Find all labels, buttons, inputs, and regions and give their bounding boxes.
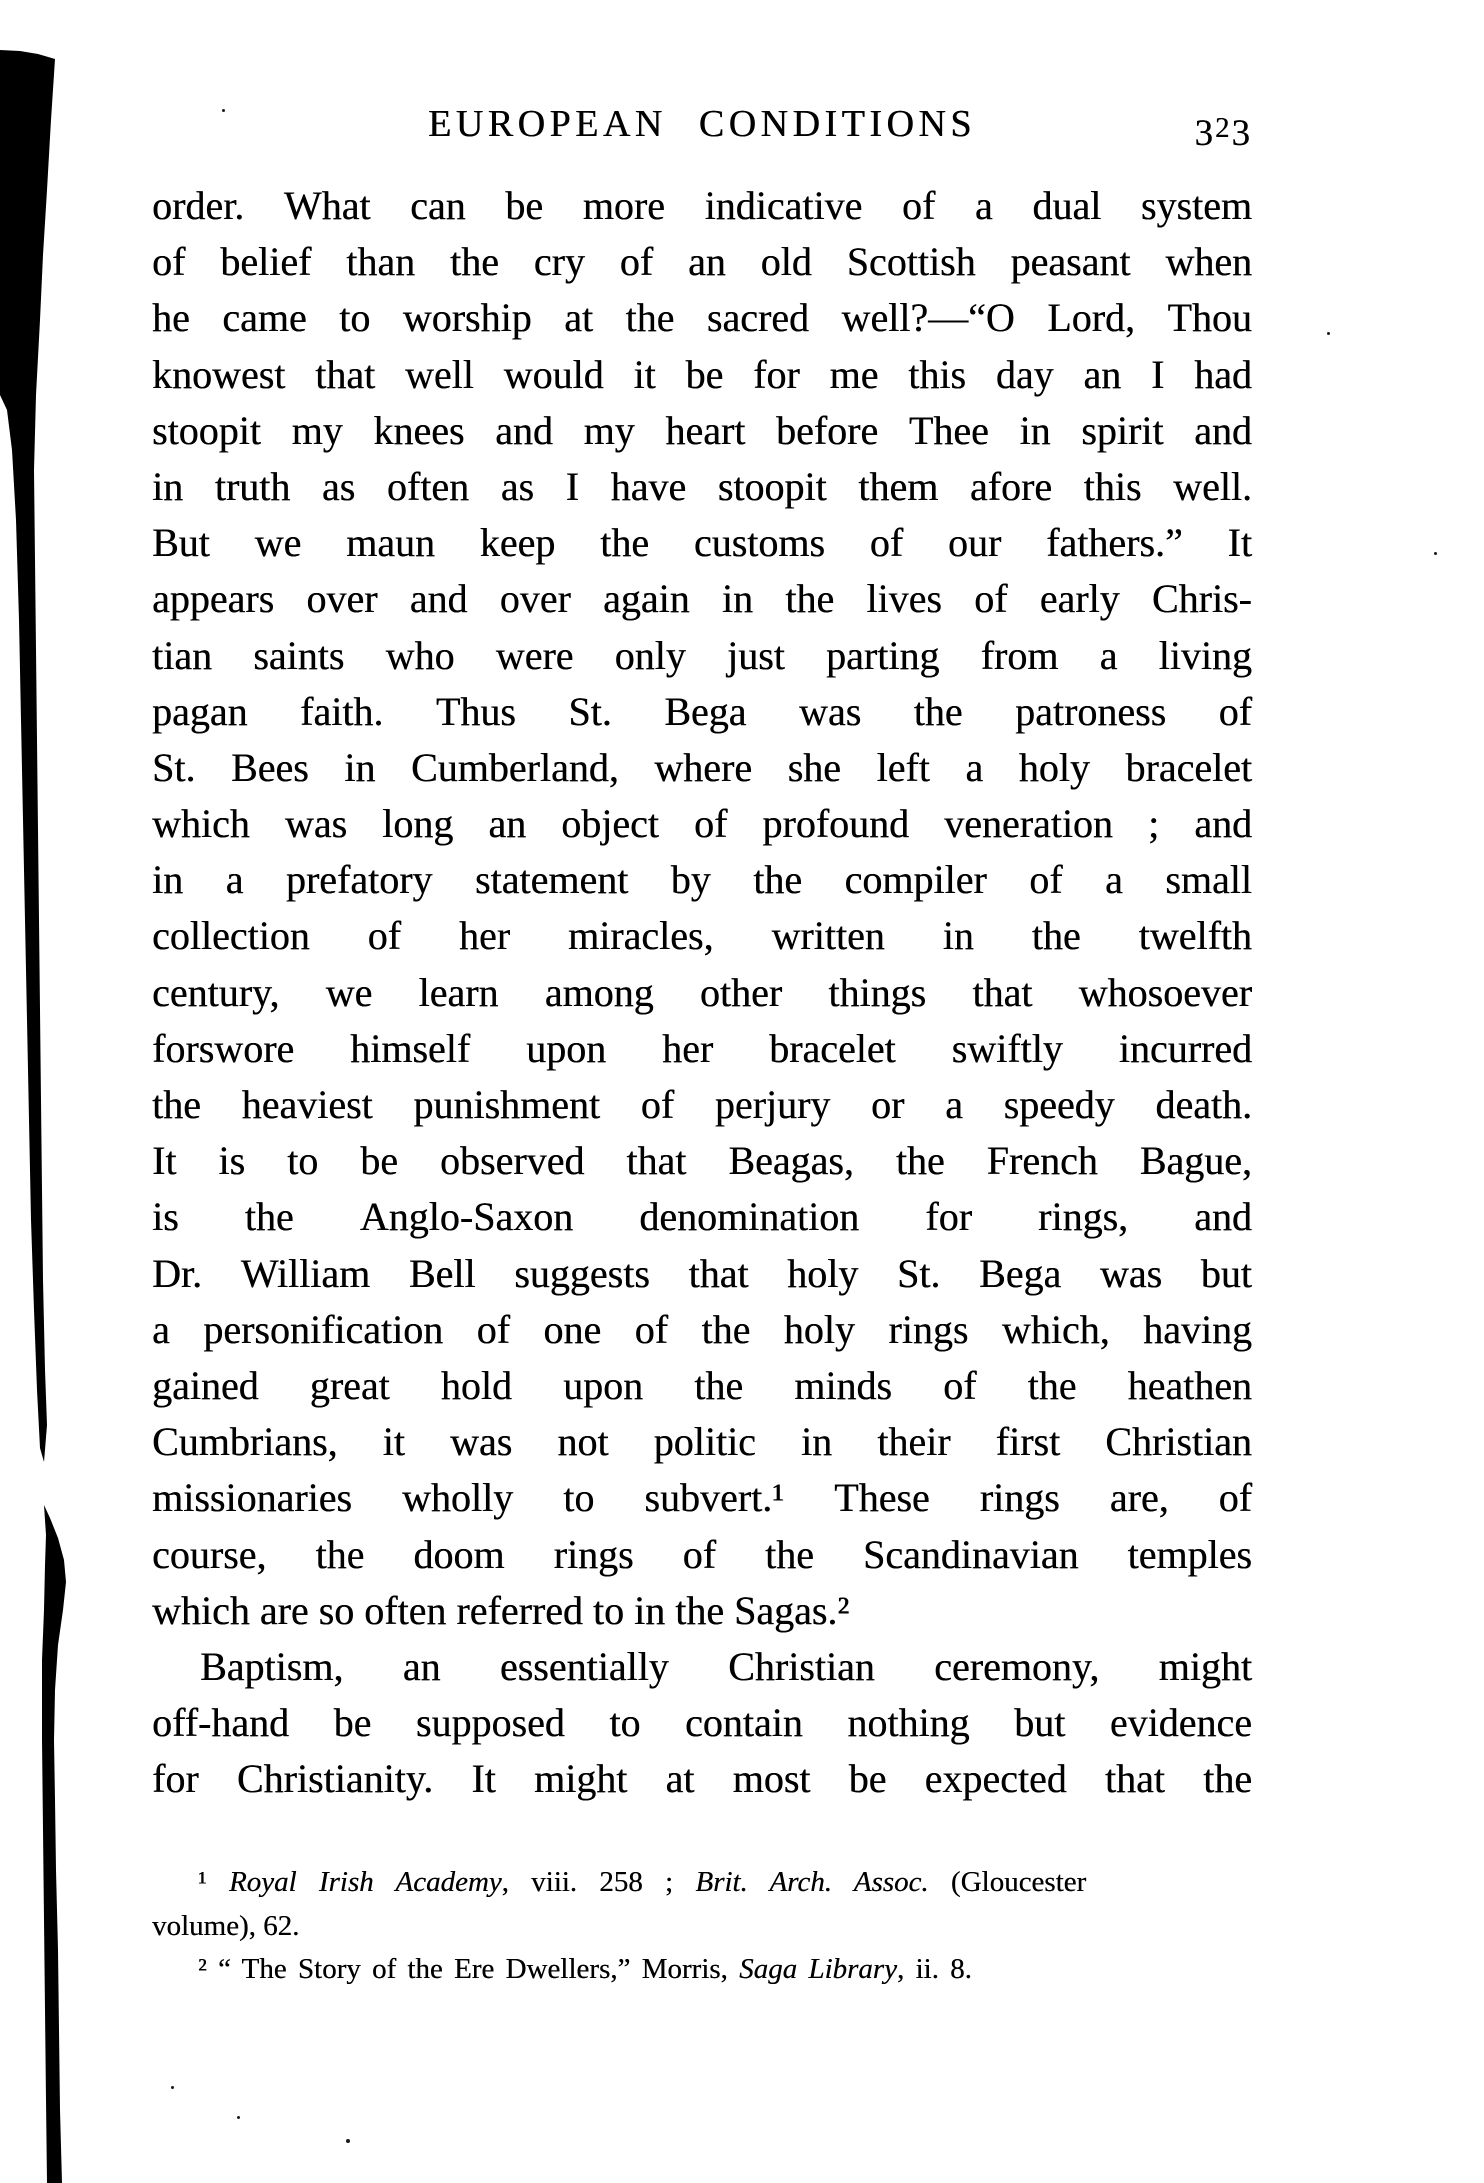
text-line: collection of her miracles, written in the twelfth [152, 913, 1252, 959]
text-line: course, the doom rings of the Scandinavian temples [152, 1531, 1252, 1577]
text-line: It is to be observed that Beagas, the French Bague, [152, 1138, 1252, 1184]
footnote-line: volume), 62. [152, 1909, 300, 1942]
text-line: century, we learn among other things that whosoever [152, 969, 1252, 1015]
ink-speck [222, 109, 225, 112]
scan-gutter-artifact [0, 0, 90, 2183]
ink-speck [346, 2139, 350, 2143]
text-line: missionaries wholly to subvert.¹ These rings are, of [152, 1475, 1252, 1521]
text-line: order. What can be more indicative of a dual system [152, 183, 1252, 228]
text-line: But we maun keep the customs of our fathers.” It [152, 520, 1252, 566]
ink-speck [1434, 552, 1437, 555]
text-line: Cumbrians, it was not politic in their first Christian [152, 1419, 1252, 1465]
text-line: appears over and over again in the lives of early Chris- [152, 576, 1252, 622]
page-number [1195, 112, 1253, 155]
page-header [152, 102, 1252, 148]
text-line: Baptism, an essentially Christian ceremony, might [200, 1643, 1252, 1689]
footnotes [152, 1861, 1256, 1992]
ink-speck [171, 2086, 174, 2089]
text-line: Dr. William Bell suggests that holy St. Bega was but [152, 1250, 1252, 1296]
text-line: off-hand be supposed to contain nothing but evidence [152, 1700, 1252, 1746]
footnote-line: ¹ Royal Irish Academy, viii. 258 ; Brit. Arch. Assoc. (Gloucester [198, 1866, 1087, 1898]
text-line: stoopit my knees and my heart before Thee in spirit and [152, 407, 1252, 453]
text-line: tian saints who were only just parting from a living [152, 632, 1252, 678]
text-line: is the Anglo-Saxon denomination for rings, and [152, 1194, 1252, 1240]
footnote-line: ² “ The Story of the Ere Dwellers,” Morris, Saga Library, ii. 8. [198, 1953, 972, 1985]
text-line: which are so often referred to in the Sagas.² [152, 1587, 850, 1633]
text-line: the heaviest punishment of perjury or a speedy death. [152, 1082, 1252, 1127]
page-number-digit: 2 [1215, 112, 1232, 144]
ink-speck [237, 2116, 240, 2119]
page-number-digit: 3 [1194, 113, 1215, 154]
body-text [152, 178, 1252, 1807]
text-line: St. Bees in Cumberland, where she left a holy bracelet [152, 744, 1252, 790]
text-line: a personification of one of the holy rings which, having [152, 1306, 1252, 1352]
page-number-digit: 3 [1231, 113, 1252, 154]
text-line: forswore himself upon her bracelet swiftly incurred [152, 1025, 1252, 1071]
text-line: which was long an object of profound veneration ; and [152, 801, 1252, 847]
text-line: pagan faith. Thus St. Bega was the patroness of [152, 688, 1252, 734]
text-line: in a prefatory statement by the compiler of a small [152, 857, 1252, 903]
text-line: for Christianity. It might at most be expected that the [152, 1756, 1252, 1802]
text-line: he came to worship at the sacred well?—“O Lord, Thou [152, 295, 1252, 341]
running-title: EUROPEAN CONDITIONS [428, 103, 976, 145]
text-line: gained great hold upon the minds of the heathen [152, 1362, 1252, 1408]
text-line: knowest that well would it be for me this day an I had [152, 351, 1252, 397]
ink-speck [1327, 332, 1330, 335]
text-line: in truth as often as I have stoopit them afore this well. [152, 463, 1252, 509]
text-line: of belief than the cry of an old Scottish peasant when [152, 239, 1252, 285]
